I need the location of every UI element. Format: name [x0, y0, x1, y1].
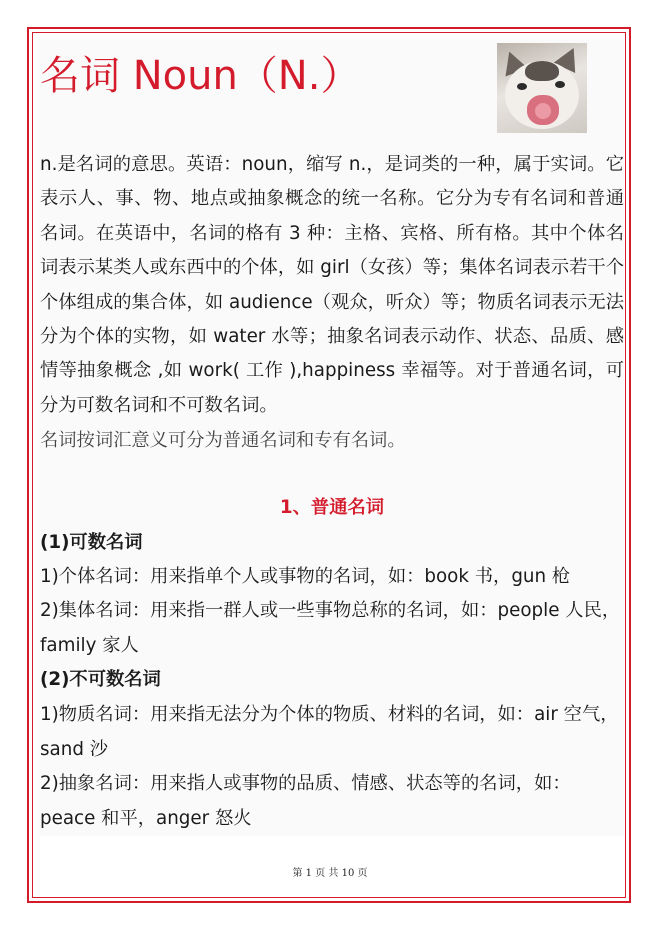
countable-heading: (1)可数名词 — [40, 532, 143, 553]
uncountable-heading: (2)不可数名词 — [40, 669, 161, 690]
section-title: 1、普通名词 — [279, 497, 385, 518]
page-number: 第 1 页 共 10 页 — [292, 868, 368, 879]
intro-paragraph: n.是名词的意思。英语：noun，缩写 n.，是词类的一种，属于实词。它表示人、事、物、地点或抽象概念的统一名称。它分为专有名词和普通名词。在英语中，名词的格有 3 种：主格、宾格、所有格。其中个体名词表示某类人或东西中的个体，如 girl（女孩）等；集体名词表示若干个个体组成的集合体，如 audience（观众，听众）等；物质名词表示无法分为个体的实物，如 water 水等；抽象名词表示动作、状态、品质、感情等抽象概念 ,如 work( 工作 ),happiness 幸福等。对于普通名词，可分为可数名词和不可数名词。 — [40, 154, 624, 416]
cat-photo-icon — [497, 43, 587, 133]
page-title: 名词 Noun（N.） — [40, 53, 361, 99]
uncountable-item-material: 1)物质名词：用来指无法分为个体的物质、材料的名词，如：air 空气，sand 沙 — [40, 704, 619, 760]
uncountable-item-abstract: 2)抽象名词：用来指人或事物的品质、情感、状态等的名词，如：peace 和平，anger 怒火 — [40, 773, 571, 829]
countable-item-individual: 1)个体名词：用来指单个人或事物的名词，如：book 书，gun 枪 — [40, 566, 571, 587]
classification-note: 名词按词汇意义可分为普通名词和专有名词。 — [40, 430, 406, 451]
countable-item-collective: 2)集体名词：用来指一群人或一些事物总称的名词，如：people 人民，family 家人 — [40, 600, 621, 656]
